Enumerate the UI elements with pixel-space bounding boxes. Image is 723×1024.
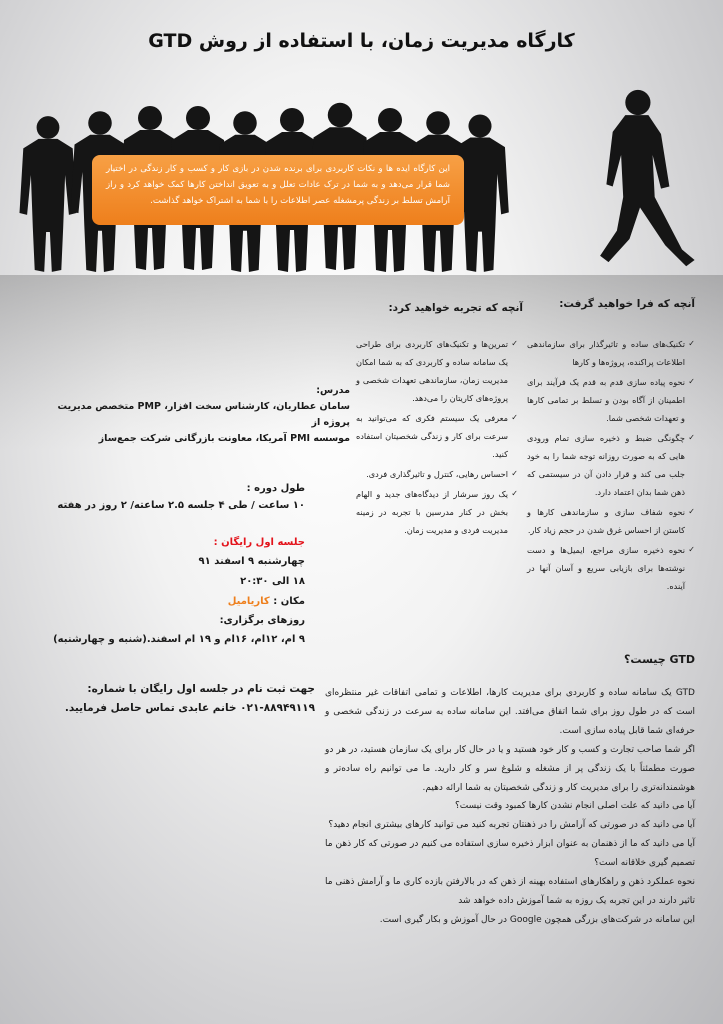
contact-line-2: ۰۲۱-۸۸۹۴۹۱۱۹ خانم عابدی تماس حاصل فرمایید. <box>64 702 315 714</box>
list-item: ✓ تمرین‌ها و تکنیک‌های کاربردی برای طراحی یک سامانه ساده و کاربردی که به شما امکان مدیریت زمان، سازماندهی تعهدات شخصی و پروژه‌های کاریتان را می‌دهد. <box>356 335 518 407</box>
list-item: ✓ احساس رهایی، کنترل و تاثیرگذاری فردی. <box>356 465 518 483</box>
free-session-label: جلسه اول رایگان : <box>213 537 305 548</box>
page-title: کارگاه مدیریت زمان، با استفاده از روش GTD <box>148 30 575 52</box>
days-value: ۹ ام، ۱۲ام، ۱۶ام و ۱۹ ام اسفند.(شنبه و چهارشنبه) <box>53 634 305 645</box>
list-item: ✓ چگونگی ضبط و ذخیره سازی تمام ورودی هایی که به صورت روزانه توجه شما را به خود جلب می کند و قرار دادن آن در سیستمی که ذهن شما بدان اعتماد دارد. <box>527 429 695 501</box>
location <box>60 596 305 607</box>
intro-box: این کارگاه ایده ها و نکات کاربردی برای برنده شدن در بازی کار و کسب و کار زندگی در اختیار شما قرار می‌دهد و به شما در ترک عادات تعلل و به تعویق انداختن کارها کمک خواهد کرد و راز آرامش تسلط بر زندگی پرمشغله عصر اطلاعات را با شما به اشتراک خواهد گذاشت. <box>92 155 464 225</box>
contact-line-1: جهت ثبت نام در جلسه اول رایگان با شماره: <box>87 683 315 695</box>
duration-value: ۱۰ ساعت / طی ۴ جلسه ۲.۵ ساعته/ ۲ روز در هفته <box>57 500 305 511</box>
learn-list <box>527 335 695 597</box>
instructor-label: مدرس: <box>316 385 350 396</box>
gtd-paragraph: اگر شما صاحب تجارت و کسب و کار خود هستید و یا در حال کار برای یک سازمان هستید، در هر دو صورت مطمئناً با یک زندگی پر از مشغله و شلوغ سر و کار دارید. ما می توانیم راه ساده‌تر و هوشمندانه‌تری را برای مدیریت کار و زندگی شخصیتان به شما ارائه دهیم. <box>325 744 695 793</box>
gtd-paragraph: آیا می دانید که ما از ذهنمان به عنوان ابزار ذخیره سازی استفاده می کنیم در صورتی که کار ذهن ما تصمیم گیری خلاقانه است؟ <box>325 839 695 869</box>
instructor-block <box>30 383 350 447</box>
list-item: ✓ تکنیک‌های ساده و تاثیرگذار برای سازماندهی اطلاعات پراکنده، پروژه‌ها و کارها <box>527 335 695 371</box>
experience-list <box>356 335 518 541</box>
duration-label: طول دوره : <box>246 483 305 494</box>
gtd-heading: GTD چیست؟ <box>624 653 695 666</box>
list-item: ✓ معرفی یک سیستم فکری که می‌توانید به سرعت برای کار و زندگی شخصیتان استفاده کنید. <box>356 409 518 463</box>
experience-heading: آنچه که تجربه خواهید کرد: <box>388 302 523 314</box>
days-label: روزهای برگزاری: <box>219 615 305 626</box>
list-item: ✓ نحوه ذخیره سازی مراجع، ایمیل‌ها و دست نوشته‌ها برای بازیابی سریع و آسان آنها در آینده. <box>527 541 695 595</box>
gtd-paragraph: نحوه عملکرد ذهن و راهکارهای استفاده بهینه از ذهن که در بالارفتن بازده کاری ما و آرامش ذهنی ما تاثیر دارند در این تجربه یک روزه به شما آموزش داده خواهد شد <box>325 877 695 906</box>
instructor-line-2: موسسه PMI آمریکا، معاونت بازرگانی شرکت جمع‌ساز <box>98 433 350 444</box>
list-item: ✓ یک روز سرشار از دیدگاه‌های جدید و الهام بخش در کنار مدرسین با تجربه در زمینه مدیریت فردی و مدیریت زمان. <box>356 485 518 539</box>
free-session-date: چهارشنبه ۹ اسفند ۹۱ <box>198 556 305 567</box>
list-item: ✓ نحوه شفاف سازی و سازماندهی کارها و کاستن از احساس غرق شدن در حجم زیاد کار. <box>527 503 695 539</box>
location-value: کاریامیل <box>227 596 270 607</box>
free-session-time: ۱۸ الی ۲۰:۳۰ <box>240 576 305 587</box>
instructor-line-1: سامان عطاریان، کارشناس سخت افزار، PMP متخصص مدیریت پروژه از <box>57 401 350 428</box>
gtd-paragraph: آیا می دانید که علت اصلی انجام نشدن کارها کمبود وقت نیست؟ <box>455 801 695 812</box>
gtd-body <box>325 684 695 930</box>
location-label: مکان : <box>273 596 305 607</box>
gtd-paragraph: این سامانه در شرکت‌های بزرگی همچون Google در حال آموزش و بکار گیری است. <box>379 914 695 925</box>
list-item: ✓ نحوه پیاده سازی قدم به قدم یک فرآیند برای اطمینان از آگاه بودن و تسلط بر تمامی کارها و تعهدات شخصی شما. <box>527 373 695 427</box>
learn-heading: آنچه که فرا خواهید گرفت: <box>559 298 695 310</box>
gtd-paragraph: GTD یک سامانه ساده و کاربردی برای مدیریت کارها، اطلاعات و تمامی اتفاقات غیر منتظره‌ای است که در طول روز برای شما اتفاق می‌افتد. این سامانه ساده به سرعت در زندگی شخصی و حرفه‌ای شما قابل پیاده سازی است. <box>325 688 695 736</box>
gtd-paragraph: آیا می دانید که در صورتی که آرامش را در ذهنتان تجربه کنید می توانید کارهای بیشتری انجام دهید؟ <box>328 820 695 831</box>
contact-block <box>60 680 315 718</box>
